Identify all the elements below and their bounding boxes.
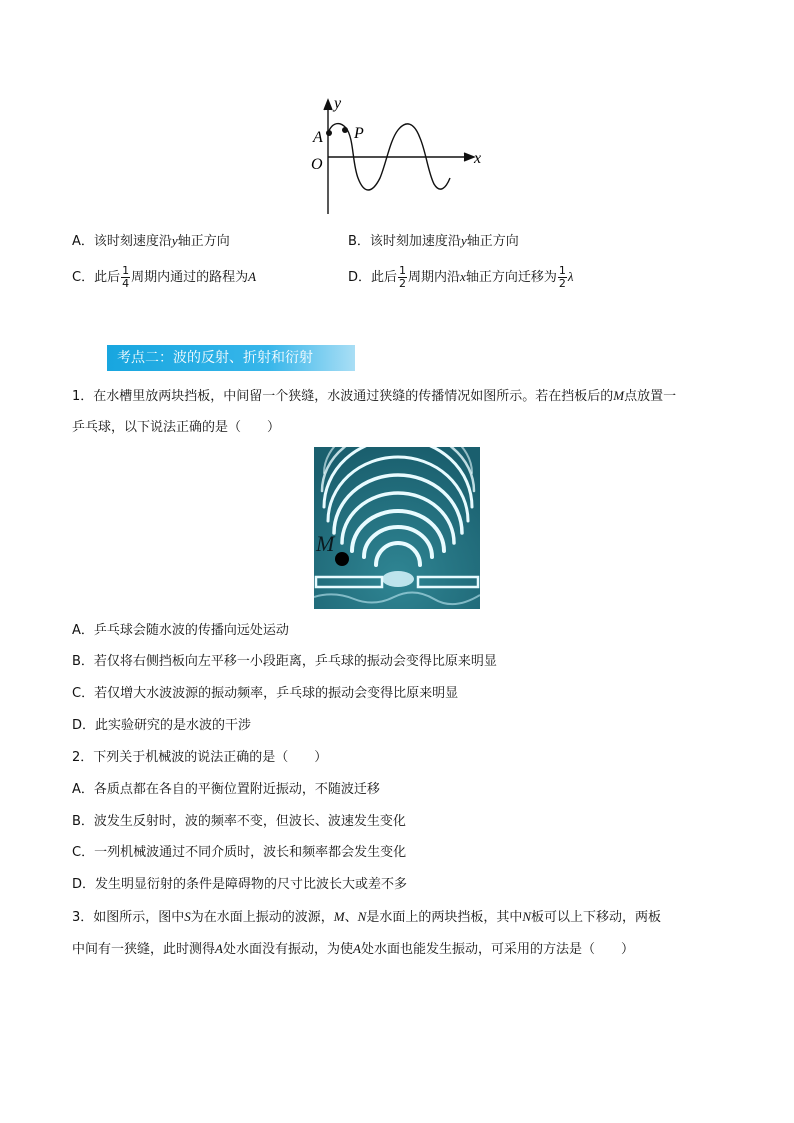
y-axis-label: y — [334, 95, 342, 112]
option-a-top: A．该时刻速度沿y轴正方向 — [72, 233, 230, 249]
section-title-badge: 考点二：波的反射、折射和衍射 — [107, 345, 355, 371]
slit-glow — [382, 571, 414, 587]
x-axis-label: x — [474, 150, 482, 167]
q1-stem-line2: 乒乓球，以下说法正确的是（ ） — [72, 420, 281, 435]
option-c-top: C．此后 $\frac{1}{4}$ 周期内通过的路程为A — [72, 264, 257, 290]
origin-label: O — [311, 156, 323, 173]
q1-option-d: D．此实验研究的是水波的干涉 — [72, 718, 252, 733]
q2-stem: 2．下列关于机械波的说法正确的是（ ） — [72, 750, 328, 765]
point-m-label: M — [316, 531, 335, 556]
q2-option-b: B．波发生反射时，波的频率不变，但波长、波速发生变化 — [72, 814, 406, 829]
q2-option-d: D．发生明显衍射的条件是障碍物的尺寸比波长大或差不多 — [72, 877, 408, 892]
point-p-label: P — [354, 125, 364, 142]
x-axis-arrow — [464, 153, 474, 161]
y-axis-arrow — [324, 100, 332, 110]
ripple-tank-image — [314, 447, 480, 609]
fraction-quarter: $\frac{1}{4}$ — [122, 264, 130, 290]
fraction-half-2: $\frac{1}{2}$ — [558, 264, 566, 290]
q2-option-c: C．一列机械波通过不同介质时，波长和频率都会发生变化 — [72, 845, 407, 860]
q3-stem-line2: 中间有一狭缝，此时测得A处水面没有振动，为使A处水面也能发生振动，可采用的方法是（ ） — [72, 941, 634, 957]
point-a — [326, 130, 332, 136]
point-a-label: A — [313, 129, 323, 146]
option-d-top: D．此后 $\frac{1}{2}$ 周期内沿x轴正方向迁移为 $\frac{1}{2}$ λ — [348, 264, 574, 290]
option-b-top: B．该时刻加速度沿y轴正方向 — [348, 233, 519, 249]
q1-stem-line1: 1．在水槽里放两块挡板，中间留一个狭缝，水波通过狭缝的传播情况如图所示。若在挡板后的M点放置一 — [72, 388, 677, 404]
point-p — [342, 127, 348, 133]
q2-option-a: A．各质点都在各自的平衡位置附近振动，不随波迁移 — [72, 782, 380, 797]
q1-option-c: C．若仅增大水波波源的振动频率，乒乓球的振动会变得比原来明显 — [72, 686, 459, 701]
q3-stem-line1: 3．如图所示，图中S为在水面上振动的波源，M、N是水面上的两块挡板，其中N板可以上下移动，两板 — [72, 909, 662, 925]
q1-option-a: A．乒乓球会随水波的传播向远处运动 — [72, 623, 289, 638]
wave-graph — [300, 92, 500, 222]
fraction-half: $\frac{1}{2}$ — [399, 264, 407, 290]
q1-option-b: B．若仅将右侧挡板向左平移一小段距离，乒乓球的振动会变得比原来明显 — [72, 654, 497, 669]
ping-pong-ball — [335, 552, 349, 566]
